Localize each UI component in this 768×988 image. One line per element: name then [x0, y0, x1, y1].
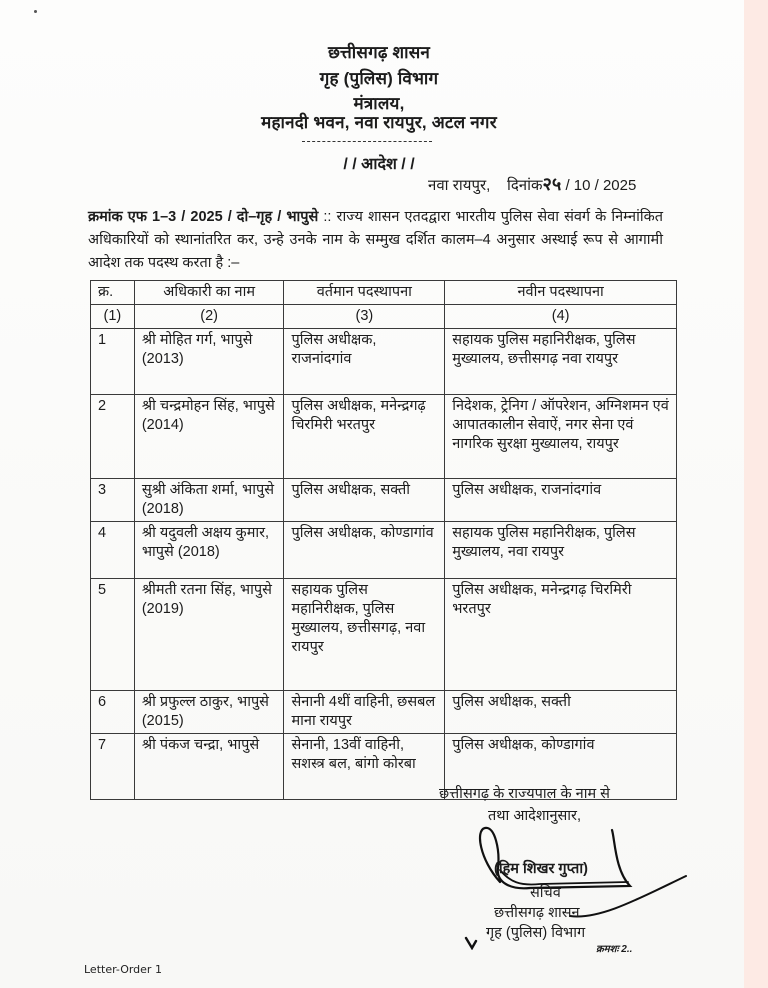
- authority-line-1: छत्तीसगढ़ के राज्यपाल के नाम से: [439, 786, 610, 802]
- header-ministry: मंत्रालय,: [353, 94, 405, 113]
- cell-current-posting: पुलिस अधीक्षक, सक्ती: [284, 479, 445, 522]
- date-month-year: / 10 / 2025: [565, 177, 637, 194]
- cell-new-posting: निदेशक, ट्रेनिग / ऑपरेशन, अग्निशमन एवं आपातकालीन सेवाऐं, नगर सेना एवं नागरिक सुरक्षा मुख्यालय, रायपुर: [445, 395, 677, 479]
- column-number: (1): [91, 305, 135, 329]
- header-address: महानदी भवन, नवा रायपुर, अटल नगर: [261, 113, 497, 132]
- cell-current-posting: पुलिस अधीक्षक, राजनांदगांव: [284, 329, 445, 395]
- cell-officer-name: श्री यदुवली अक्षय कुमार, भापुसे (2018): [134, 522, 284, 579]
- signatory-government: छत्तीसगढ़ शासन: [494, 905, 580, 921]
- cell-officer-name: श्रीमती रतना सिंह, भापुसे (2019): [134, 579, 284, 691]
- column-number: (2): [134, 305, 284, 329]
- order-reference: क्रमांक एफ 1–3 / 2025 / दो–गृह / भापुसे: [88, 209, 319, 225]
- signature-tick-mark: [466, 938, 476, 948]
- date-place: नवा रायपुर,: [428, 177, 491, 194]
- cell-officer-name: श्री मोहित गर्ग, भापुसे (2013): [134, 329, 284, 395]
- cell-officer-name: सुश्री अंकिता शर्मा, भापुसे (2018): [134, 479, 284, 522]
- cell-officer-name: श्री चन्द्रमोहन सिंह, भापुसे (2014): [134, 395, 284, 479]
- order-paragraph: [88, 206, 663, 275]
- cell-new-posting: पुलिस अधीक्षक, मनेन्द्रगढ़ चिरमिरी भरतपुर: [445, 579, 677, 691]
- order-text: :: राज्य शासन एतदद्वारा भारतीय पुलिस सेवा संवर्ग के निम्नांकित अधिकारियों को स्थानांतरित कर, उन्हे उनके नाम के सम्मुख दर्शित कालम–4 अनुसार अस्थाई रूप से आगामी आदेश तक पदस्थ करता है :–: [88, 209, 664, 271]
- table-header-row: [91, 281, 677, 305]
- header-new-posting: नवीन पदस्थापना: [445, 281, 677, 305]
- column-number: (4): [445, 305, 677, 329]
- column-number: (3): [284, 305, 445, 329]
- cell-new-posting: सहायक पुलिस महानिरीक्षक, पुलिस मुख्यालय, छत्तीसगढ़ नवा रायपुर: [445, 329, 677, 395]
- cell-current-posting: पुलिस अधीक्षक, मनेन्द्रगढ़ चिरमिरी भरतपुर: [284, 395, 445, 479]
- dateline: [428, 172, 636, 196]
- cell-serial: 7: [91, 734, 135, 800]
- cell-current-posting: सेनानी, 13वीं वाहिनी, सशस्त्र बल, बांगो कोरबा: [284, 734, 445, 800]
- header-divider: [302, 141, 432, 142]
- cell-new-posting: पुलिस अधीक्षक, कोण्डागांव: [445, 734, 677, 800]
- footer-label: Letter-Order 1: [84, 963, 162, 976]
- paper-speck: [34, 10, 37, 13]
- signatory-department: गृह (पुलिस) विभाग: [486, 925, 586, 941]
- cell-serial: 6: [91, 691, 135, 734]
- header-officer-name: अधिकारी का नाम: [134, 281, 284, 305]
- table-row: [91, 691, 677, 734]
- cell-serial: 3: [91, 479, 135, 522]
- table-row: [91, 579, 677, 691]
- cell-current-posting: सहायक पुलिस महानिरीक्षक, पुलिस मुख्यालय, छत्तीसगढ़, नवा रायपुर: [284, 579, 445, 691]
- cell-serial: 1: [91, 329, 135, 395]
- table-row: [91, 329, 677, 395]
- cell-officer-name: श्री प्रफुल्ल ठाकुर, भापुसे (2015): [134, 691, 284, 734]
- cell-current-posting: सेनानी 4थीं वाहिनी, छसबल माना रायपुर: [284, 691, 445, 734]
- table-row: [91, 522, 677, 579]
- cell-serial: 5: [91, 579, 135, 691]
- signatory-name: (हिम शिखर गुप्ता): [494, 861, 588, 877]
- header-serial: क्र.: [91, 281, 135, 305]
- header-government: छत्तीसगढ़ शासन: [327, 43, 431, 62]
- order-title: / / आदेश / /: [343, 156, 415, 173]
- table-row: [91, 479, 677, 522]
- column-number-row: [91, 305, 677, 329]
- cell-new-posting: सहायक पुलिस महानिरीक्षक, पुलिस मुख्यालय, नवा रायपुर: [445, 522, 677, 579]
- cell-serial: 4: [91, 522, 135, 579]
- signatory-designation: सचिव: [530, 885, 561, 901]
- continuation-marker: क्रमशः 2..: [596, 944, 633, 955]
- date-label: दिनांक: [506, 177, 543, 194]
- postings-table: [90, 280, 677, 800]
- cell-serial: 2: [91, 395, 135, 479]
- date-day-handwritten: २५: [542, 174, 562, 194]
- table-row: [91, 395, 677, 479]
- cell-new-posting: पुलिस अधीक्षक, सक्ती: [445, 691, 677, 734]
- cell-new-posting: पुलिस अधीक्षक, राजनांदगांव: [445, 479, 677, 522]
- cell-officer-name: श्री पंकज चन्द्रा, भापुसे: [134, 734, 284, 800]
- scan-edge-strip: [744, 0, 768, 988]
- header-current-posting: वर्तमान पदस्थापना: [284, 281, 445, 305]
- authority-line-2: तथा आदेशानुसार,: [488, 808, 582, 824]
- header-department: गृह (पुलिस) विभाग: [319, 69, 439, 88]
- cell-current-posting: पुलिस अधीक्षक, कोण्डागांव: [284, 522, 445, 579]
